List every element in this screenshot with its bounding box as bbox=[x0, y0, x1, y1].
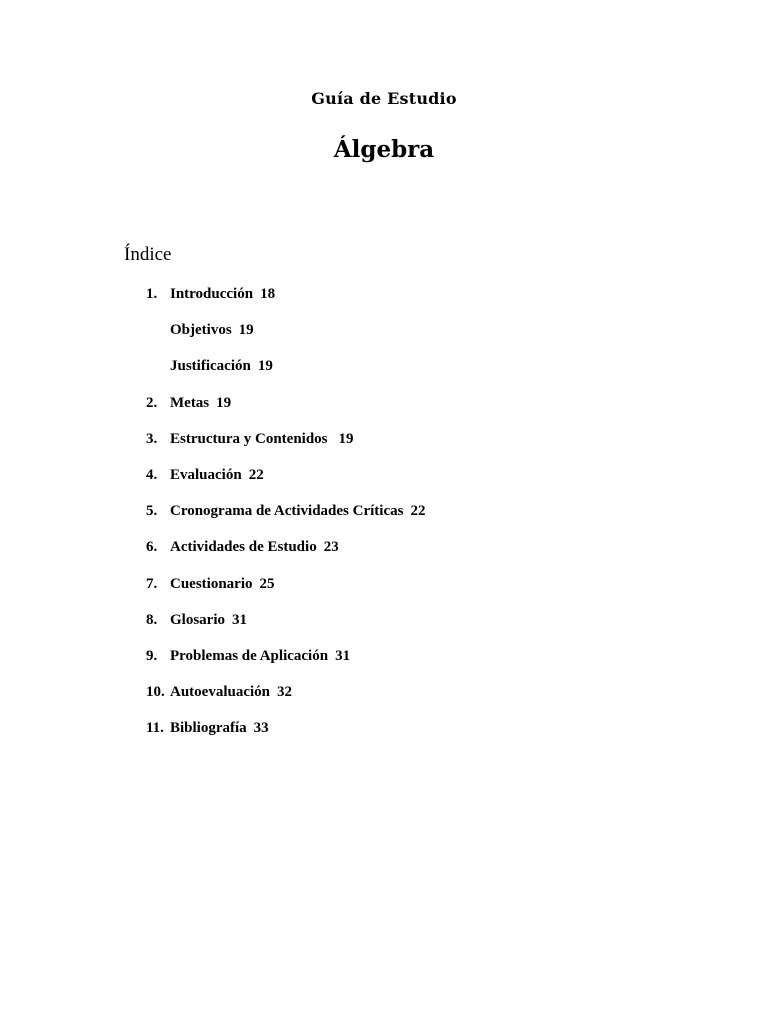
document-title: Álgebra bbox=[333, 136, 435, 163]
toc-item-label: Metas bbox=[170, 394, 210, 411]
toc-item-label: Justificación bbox=[170, 358, 251, 375]
toc-item-number: 8. bbox=[146, 611, 158, 628]
toc-item-page: 31 bbox=[232, 611, 247, 628]
toc-item-number: 5. bbox=[146, 503, 158, 520]
toc-item-autoevaluacion bbox=[146, 681, 425, 717]
toc-item-page: 22 bbox=[248, 466, 264, 483]
table-of-contents bbox=[146, 283, 425, 753]
toc-item-page: 23 bbox=[323, 539, 339, 556]
toc-item-label: Estructura y Contenidos bbox=[170, 430, 328, 447]
toc-item-label: Cuestionario bbox=[170, 575, 253, 592]
toc-item-number: 7. bbox=[146, 575, 158, 592]
toc-item-page: 19 bbox=[238, 322, 254, 339]
toc-item-problemas bbox=[146, 645, 425, 681]
toc-item-page: 19 bbox=[338, 430, 354, 447]
toc-item-number: 10. bbox=[146, 684, 165, 701]
toc-item-label: Actividades de Estudio bbox=[170, 539, 317, 556]
toc-item-objetivos bbox=[146, 319, 425, 355]
toc-item-glosario bbox=[146, 609, 425, 645]
document-subtitle: Guía de Estudio bbox=[311, 89, 457, 108]
toc-item-page: 25 bbox=[259, 575, 275, 592]
toc-item-number: 6. bbox=[146, 539, 158, 556]
toc-item-number: 4. bbox=[146, 466, 158, 483]
toc-item-label: Introducción bbox=[170, 286, 254, 302]
toc-item-label: Evaluación bbox=[170, 466, 242, 483]
toc-item-page: 22 bbox=[410, 503, 426, 520]
toc-item-number: 9. bbox=[146, 647, 158, 664]
toc-item-introduccion bbox=[146, 283, 425, 319]
toc-item-page: 19 bbox=[257, 358, 273, 375]
toc-item-cronograma bbox=[146, 500, 425, 536]
toc-item-label: Objetivos bbox=[170, 322, 232, 339]
toc-item-page: 18 bbox=[260, 286, 276, 302]
toc-item-page: 31 bbox=[335, 647, 351, 664]
toc-item-number: 1. bbox=[146, 286, 158, 302]
toc-item-number: 11. bbox=[146, 720, 164, 737]
toc-item-label: Problemas de Aplicación bbox=[170, 647, 329, 664]
index-heading: Índice bbox=[124, 244, 172, 265]
toc-item-bibliografia bbox=[146, 717, 425, 753]
toc-item-number: 3. bbox=[146, 430, 158, 447]
toc-item-cuestionario bbox=[146, 573, 425, 609]
toc-item-label: Bibliografía bbox=[170, 720, 247, 737]
toc-item-page: 32 bbox=[277, 684, 293, 701]
toc-item-number: 2. bbox=[146, 394, 158, 411]
toc-item-estructura bbox=[146, 428, 425, 464]
toc-item-page: 19 bbox=[216, 394, 232, 411]
toc-item-metas bbox=[146, 392, 425, 428]
toc-item-justificacion bbox=[146, 355, 425, 391]
toc-item-evaluacion bbox=[146, 464, 425, 500]
toc-item-page: 33 bbox=[253, 720, 269, 737]
toc-item-label: Autoevaluación bbox=[170, 684, 271, 701]
toc-item-label: Glosario bbox=[170, 611, 225, 628]
toc-item-label: Cronograma de Actividades Críticas bbox=[170, 503, 404, 520]
toc-item-actividades bbox=[146, 536, 425, 572]
